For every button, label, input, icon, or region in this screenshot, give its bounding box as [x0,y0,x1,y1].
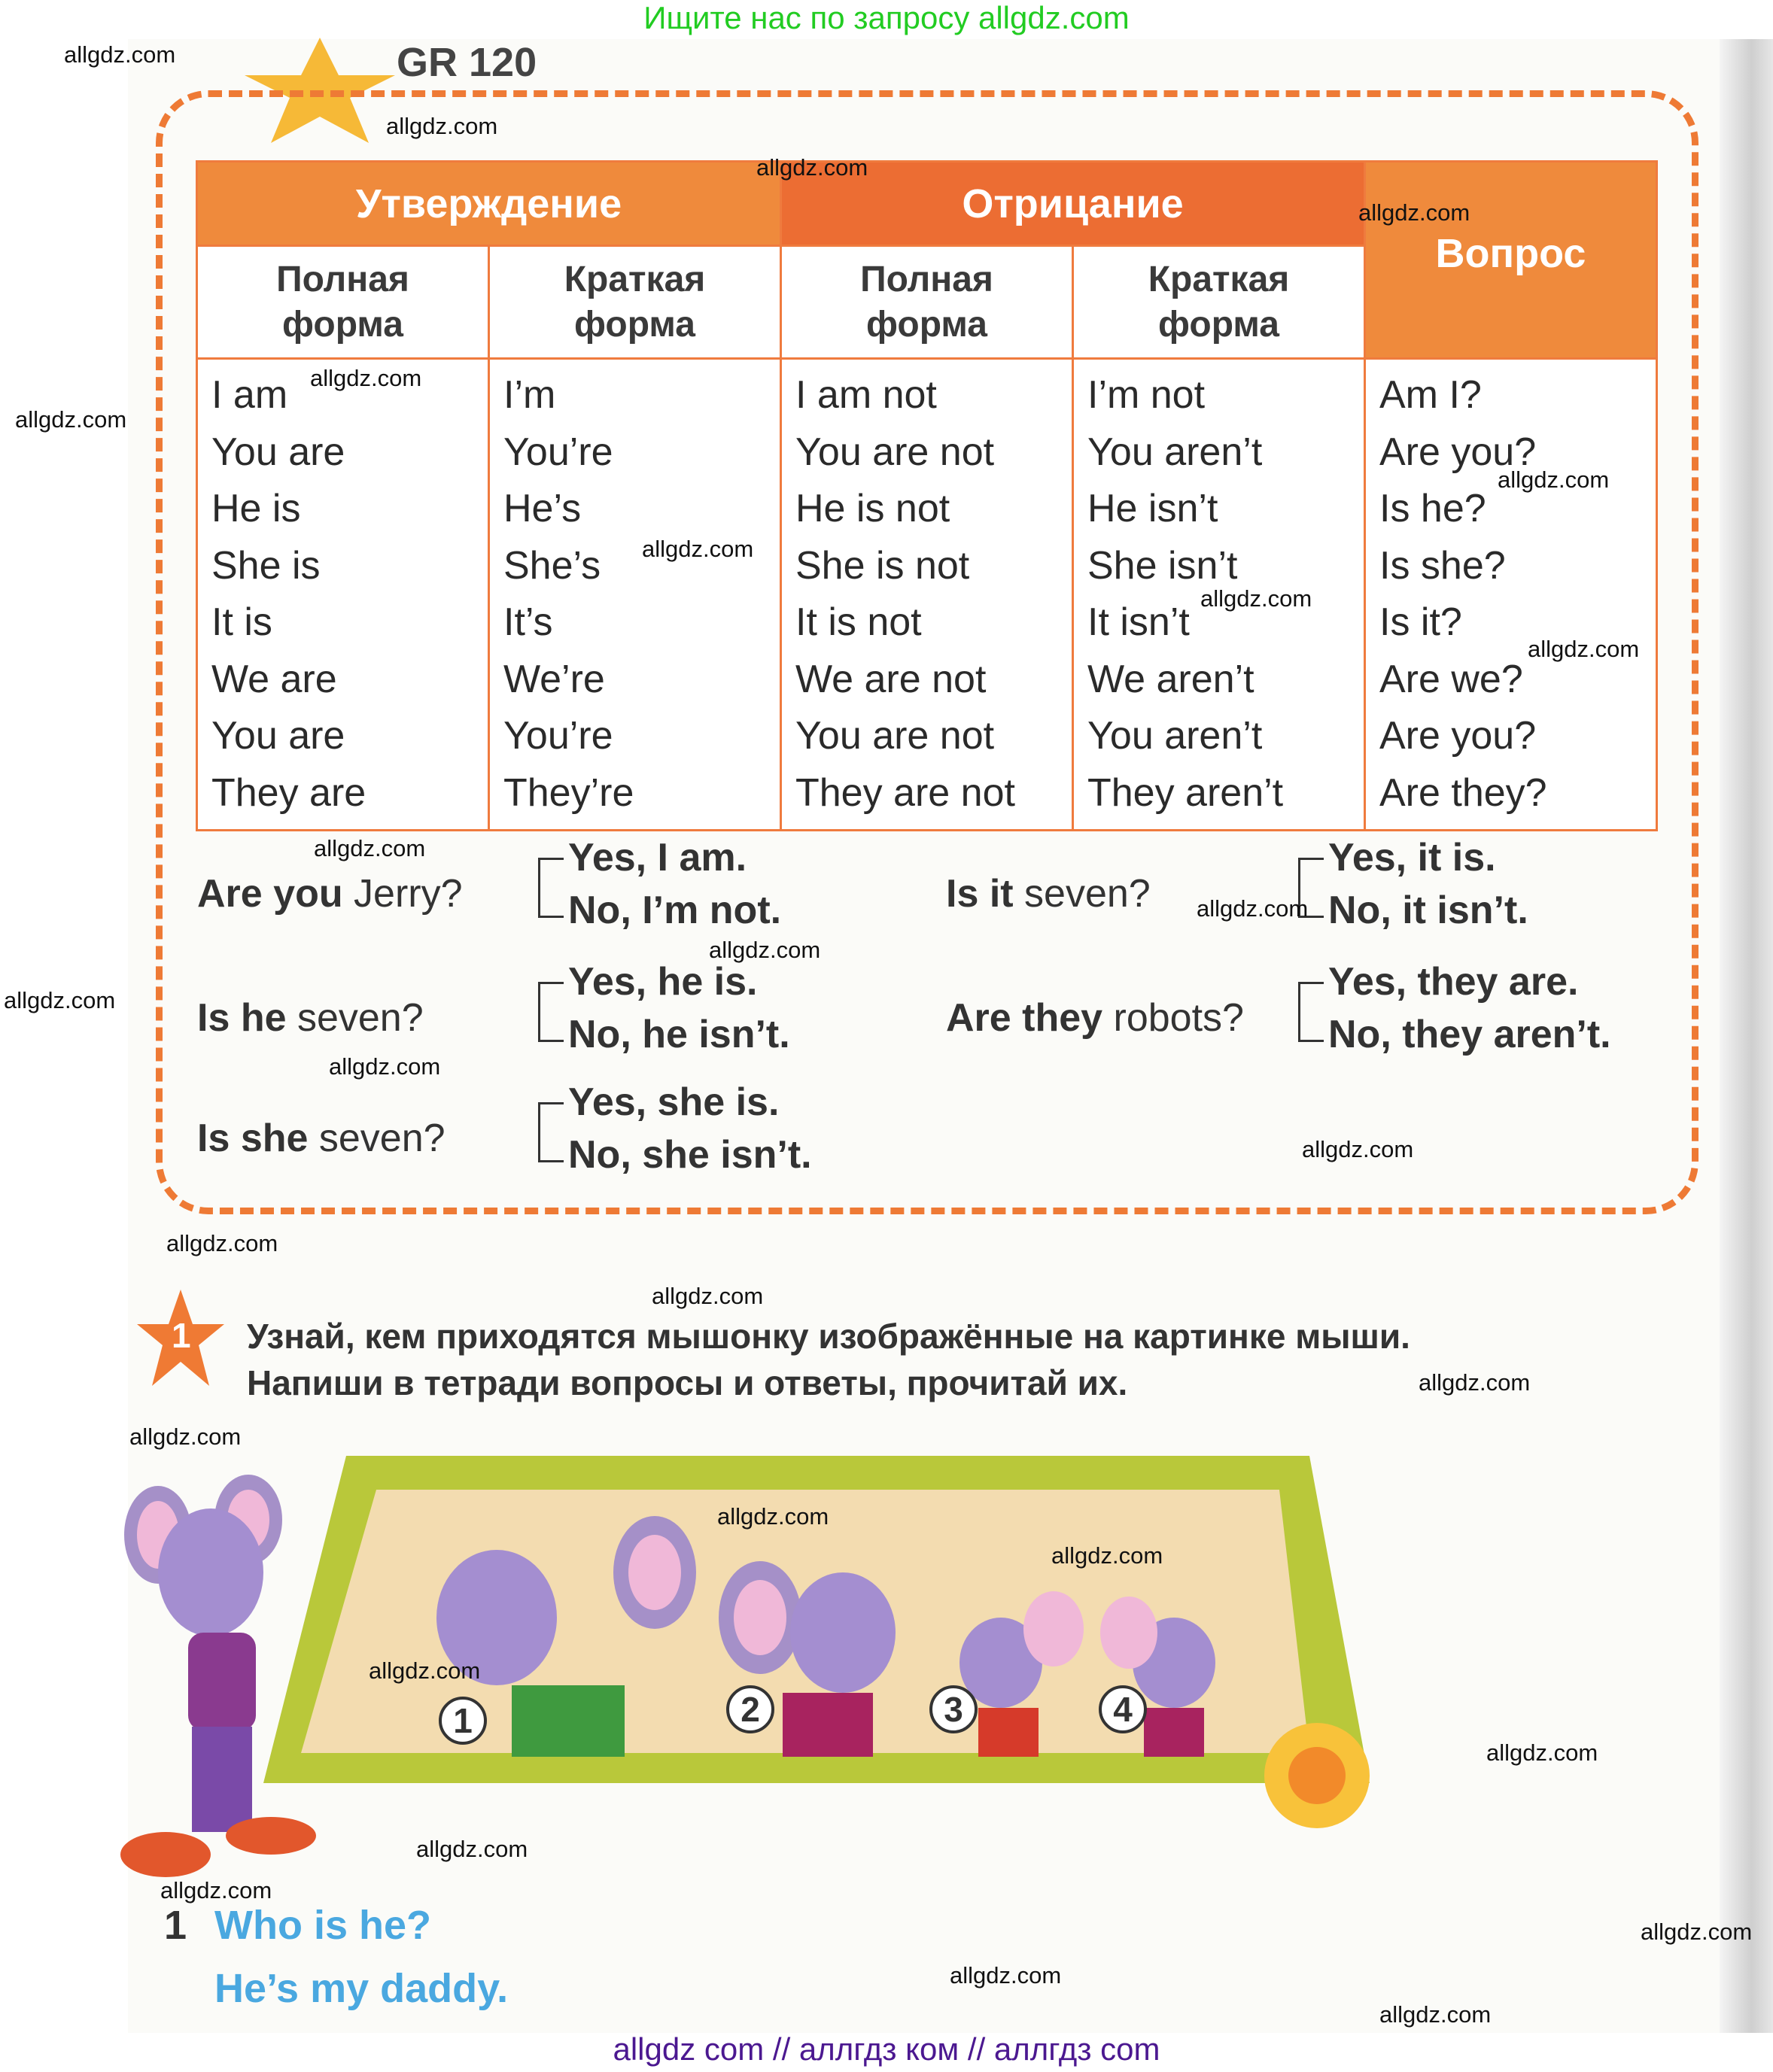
table-cell: It is not [795,600,922,644]
watermark-text: allgdz.com [4,987,116,1013]
table-cell: He is [211,487,301,530]
table-cell: Is he? [1379,487,1486,530]
table-cell: You are [211,714,345,758]
table-cell: I am not [795,373,937,417]
watermark-text: allgdz.com [1486,1739,1598,1766]
table-cell: I’m not [1087,373,1206,417]
mouse-number-badge: 4 [1099,1685,1147,1733]
watermark-text: allgdz.com [129,1423,242,1450]
table-cell: She is not [795,543,970,588]
top-banner: Ищите нас по запросу allgdz.com [643,0,1130,35]
table-cell: Are you? [1379,714,1537,758]
watermark-text: allgdz.com [1498,466,1610,493]
table-cell: You’re [503,714,613,758]
table-cell: He’s [503,487,582,530]
watermark-text: allgdz.com [386,113,498,139]
table-cell: Are we? [1379,657,1523,701]
answer-bracket [1298,982,1324,1042]
header-negative: Отрицание [781,162,1365,246]
watermark-text: allgdz.com [1379,2001,1492,2028]
watermark-text: allgdz.com [1528,636,1640,662]
table-cell: Is it? [1379,600,1462,644]
page-edge [1720,39,1773,2033]
mouse-number-badge: 3 [929,1685,978,1733]
table-cell: Are you? [1379,430,1537,474]
subheader-full: Полная форма [197,246,489,359]
table-column-5 [1365,359,1657,831]
watermark-text: allgdz.com [64,41,176,68]
table-cell: It’s [503,600,553,644]
watermark-text: allgdz.com [416,1836,528,1862]
table-cell: You aren’t [1087,430,1263,474]
watermark-text: allgdz.com [369,1657,481,1684]
table-cell: Is she? [1379,543,1506,588]
exercise-number: 1 [172,1316,191,1355]
watermark-text: allgdz.com [160,1877,272,1903]
table-cell: They aren’t [1087,770,1284,815]
watermark-text: allgdz.com [310,365,422,391]
table-cell: She’s [503,543,601,588]
table-cell: They are not [795,770,1015,815]
table-cell: He is not [795,487,950,530]
watermark-text: allgdz.com [1419,1369,1531,1396]
watermark-text: allgdz.com [1197,895,1309,922]
section-code: GR 120 [397,40,537,85]
table-cell: We aren’t [1087,657,1254,701]
example-answers: Yes, it is. No, it isn’t. [1328,836,1528,932]
watermark-text: allgdz.com [642,536,754,562]
answer-bracket [538,1102,564,1162]
table-cell: She is [211,543,321,588]
table-column-3 [781,359,1073,831]
footer-banner: allgdz com // аллгдз ком // аллгдз com [613,2031,1160,2067]
watermark-text: allgdz.com [314,835,426,861]
watermark-text: allgdz.com [329,1053,441,1080]
example-question: Are you Jerry? [197,872,463,916]
table-cell: I’m [503,373,556,417]
answer-reply: He’s my daddy. [214,1966,509,2011]
watermark-text: allgdz.com [166,1230,278,1256]
table-column-2 [489,359,781,831]
answer-bracket [538,858,564,918]
table-cell: They are [211,770,366,815]
answer-number: 1 [164,1903,187,1948]
table-cell: Are they? [1379,770,1547,815]
watermark-text: allgdz.com [15,406,127,433]
example-question: Are they robots? [946,996,1244,1040]
example-answers: Yes, I am. No, I’m not. [568,836,782,932]
watermark-text: allgdz.com [1641,1919,1753,1945]
table-cell: You aren’t [1087,714,1263,758]
answer-question: Who is he? [214,1903,431,1948]
jerry-mouse-illustration [120,1475,316,1877]
flower-icon [1264,1723,1370,1828]
subheader-short: Краткая форма [1073,246,1365,359]
example-question: Is she seven? [197,1117,446,1160]
table-body-row [197,359,1657,831]
table-cell: You are not [795,714,995,758]
answer-bracket [538,982,564,1042]
watermark-text: allgdz.com [652,1283,764,1309]
example-question: Is he seven? [197,996,424,1040]
table-column-1 [197,359,489,831]
watermark-text: allgdz.com [1358,199,1470,226]
table-cell: We are [211,657,337,701]
table-cell: She isn’t [1087,543,1238,588]
watermark-text: allgdz.com [950,1962,1062,1988]
watermark-text: allgdz.com [709,937,821,963]
watermark-text: allgdz.com [1200,585,1312,612]
watermark-text: allgdz.com [756,154,868,181]
example-answers: Yes, he is. No, he isn’t. [568,960,790,1056]
subheader-full: Полная форма [781,246,1073,359]
grammar-table [196,160,1658,831]
mouse-number-badge: 2 [726,1685,774,1733]
table-cell: I am [211,373,288,417]
exercise-instructions: Узнай, кем приходятся мышонку изображённые на картинке мыши. Напиши в тетради вопросы и ответы, прочитай их. [247,1317,1410,1402]
header-question: Вопрос [1365,162,1657,359]
table-cell: We are not [795,657,987,701]
table-cell: They’re [503,770,634,815]
table-cell: Am I? [1379,373,1482,417]
subheader-short: Краткая форма [489,246,781,359]
mouse-number-badge: 1 [439,1697,487,1745]
header-affirmative: Утверждение [197,162,781,246]
table-cell: You are not [795,430,995,474]
watermark-text: allgdz.com [1302,1136,1414,1162]
example-answers: Yes, she is. No, she isn’t. [568,1080,812,1177]
table-cell: It isn’t [1087,600,1190,644]
watermark-text: allgdz.com [1051,1542,1163,1569]
table-cell: You are [211,430,345,474]
example-question: Is it seven? [946,872,1151,916]
table-cell: It is [211,600,272,644]
table-cell: You’re [503,430,613,474]
watermark-text: allgdz.com [717,1503,829,1530]
table-cell: We’re [503,657,605,701]
table-cell: He isn’t [1087,487,1218,530]
example-answers: Yes, they are. No, they aren’t. [1328,960,1611,1056]
